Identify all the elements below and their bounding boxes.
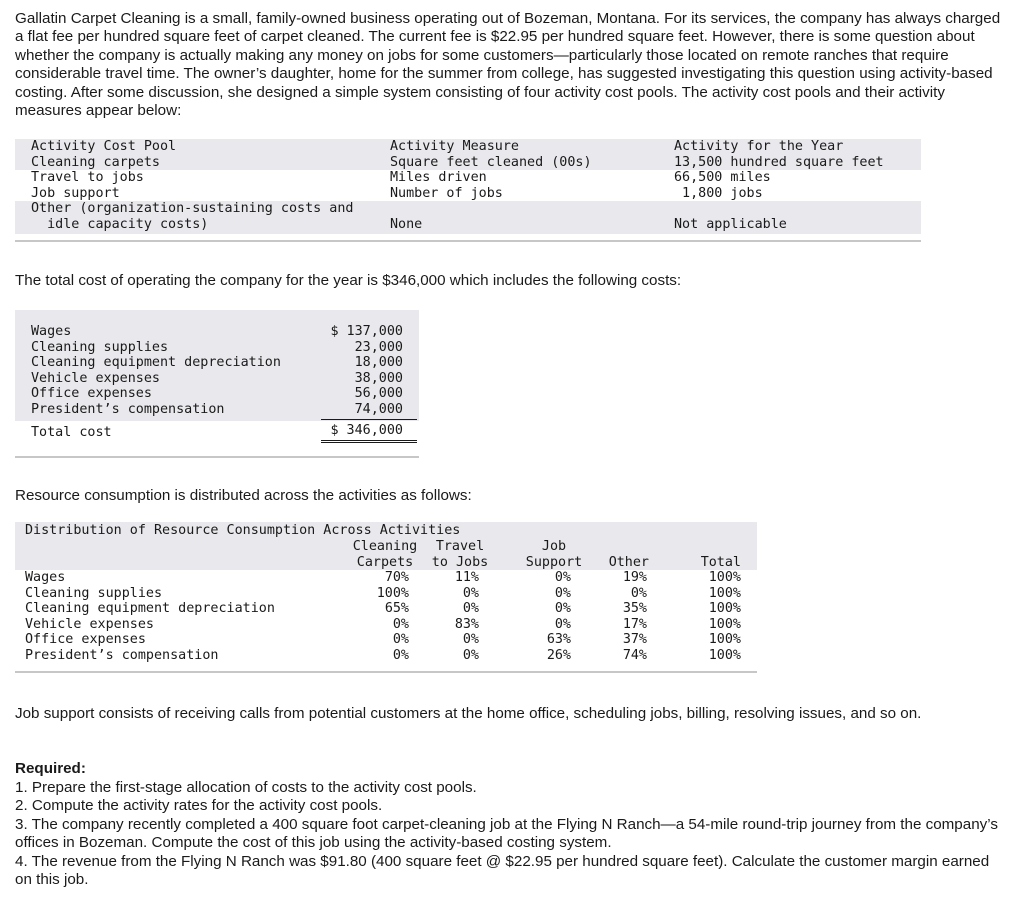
dist-row-label: Vehicle expenses xyxy=(25,616,154,632)
dist-value: 83% xyxy=(454,616,479,632)
dist-value: 100% xyxy=(708,601,741,617)
dist-value: 0% xyxy=(462,632,479,648)
dist-row-label: Cleaning supplies xyxy=(25,585,163,601)
costs-table xyxy=(15,310,419,446)
dist-value: 0% xyxy=(630,585,647,601)
dist-value: 100% xyxy=(708,616,741,632)
pool-measure: None xyxy=(390,217,423,232)
total-cost-sentence: The total cost of operating the company for the year is $346,000 which includes the following costs: xyxy=(15,272,682,289)
dist-value: 11% xyxy=(454,570,479,585)
activity-pools-table xyxy=(15,139,921,234)
dist-value: 0% xyxy=(392,648,409,663)
cost-amount: 56,000 xyxy=(354,386,403,402)
required-item-2: 2. Compute the activity rates for the activity cost pools. xyxy=(15,797,383,814)
dist-value: 0% xyxy=(554,585,571,601)
pool-measure: Number of jobs xyxy=(390,185,503,201)
dist-value: 74% xyxy=(622,648,647,663)
dist-value: 0% xyxy=(554,570,571,585)
distribution-title: Distribution of Resource Consumption Across Activities xyxy=(25,523,461,538)
dist-value: 0% xyxy=(462,585,479,601)
job-support-paragraph: Job support consists of receiving calls from potential customers at the home office, scheduling jobs, billing, resolving issues, and so on. xyxy=(15,705,922,722)
table-divider xyxy=(15,456,419,458)
table-divider xyxy=(15,671,757,673)
dist-value: 65% xyxy=(384,601,409,617)
total-label: Total cost xyxy=(31,425,112,440)
dist-value: 0% xyxy=(554,616,571,632)
col-header-activity: Activity for the Year xyxy=(674,139,844,154)
pool-name: Other (organization-sustaining costs and xyxy=(31,201,354,217)
dist-value: 19% xyxy=(622,570,647,585)
col-header-line2: Other xyxy=(608,554,649,570)
pool-activity: 66,500 miles xyxy=(674,170,771,186)
intro-paragraph: Gallatin Carpet Cleaning is a small, family-owned business operating out of Bozeman, Montana. For its services, the company has always charged a flat fee per hundred square feet of carpet cleaned. The current fee is $22.95 per hundred square feet. However, there is some question about whether the company is actually making any money on jobs for some customers—particularly those located on remote ranches that require considerable travel time. The owner’s daughter, home for the summer from college, has suggested investigating this question using activity-based costing. After some discussion, she designed a simple system consisting of four activity cost pools. The activity cost pools and their activity measures appear below: xyxy=(15,10,1001,120)
required-heading: Required: xyxy=(15,760,86,777)
table-divider xyxy=(15,240,921,242)
dist-row-label: President’s compensation xyxy=(25,648,219,663)
dist-value: 17% xyxy=(622,616,647,632)
dist-row-label: Cleaning equipment depreciation xyxy=(25,601,275,617)
dist-value: 35% xyxy=(622,601,647,617)
col-header-line2: to Jobs xyxy=(431,554,489,570)
total-amount: $ 346,000 xyxy=(330,423,403,438)
dist-row-label: Office expenses xyxy=(25,632,146,648)
col-header-line2: Support xyxy=(525,554,583,570)
dist-value: 70% xyxy=(384,570,409,585)
distribution-table xyxy=(15,522,757,678)
dist-row-label: Wages xyxy=(25,570,66,585)
dist-value: 100% xyxy=(376,585,409,601)
cost-amount: 74,000 xyxy=(354,402,403,417)
dist-value: 0% xyxy=(392,616,409,632)
col-header-measure: Activity Measure xyxy=(390,139,519,154)
dist-value: 0% xyxy=(392,632,409,648)
cost-label: Vehicle expenses xyxy=(31,370,160,386)
required-item-1: 1. Prepare the first-stage allocation of costs to the activity cost pools. xyxy=(15,779,477,796)
dist-value: 26% xyxy=(546,648,571,663)
cost-amount: $ 137,000 xyxy=(330,324,403,339)
dist-value: 37% xyxy=(622,632,647,648)
dist-value: 0% xyxy=(462,601,479,617)
pool-activity: Not applicable xyxy=(674,217,787,232)
pool-name: Cleaning carpets xyxy=(31,154,160,170)
dist-value: 100% xyxy=(708,585,741,601)
pool-name: Travel to jobs xyxy=(31,170,144,186)
pool-measure: Miles driven xyxy=(390,170,487,186)
dist-value: 100% xyxy=(708,570,741,585)
total-double-underline-bottom xyxy=(321,442,417,443)
cost-label: Cleaning supplies xyxy=(31,339,169,355)
cost-label: Office expenses xyxy=(31,386,152,402)
col-header-line1: Cleaning xyxy=(352,539,418,554)
dist-value: 0% xyxy=(554,601,571,617)
cost-label: President’s compensation xyxy=(31,402,225,417)
cost-amount: 38,000 xyxy=(354,370,403,386)
cost-label: Wages xyxy=(31,324,72,339)
dist-value: 100% xyxy=(708,632,741,648)
pool-activity: 13,500 hundred square feet xyxy=(674,154,884,170)
resource-sentence: Resource consumption is distributed across the activities as follows: xyxy=(15,487,472,504)
cost-label: Cleaning equipment depreciation xyxy=(31,355,281,371)
col-header-line2: Carpets xyxy=(356,554,414,570)
pool-measure: Square feet cleaned (00s) xyxy=(390,154,592,170)
cost-amount: 23,000 xyxy=(354,339,403,355)
dist-value: 0% xyxy=(462,648,479,663)
col-header-pool: Activity Cost Pool xyxy=(31,139,177,154)
cost-amount: 18,000 xyxy=(354,355,403,371)
required-item-4: 4. The revenue from the Flying N Ranch was $91.80 (400 square feet @ $22.95 per hundred square feet). Calculate the customer margin earned on this job. xyxy=(15,853,990,889)
required-item-3: 3. The company recently completed a 400 square foot carpet-cleaning job at the Flying N Ranch—a 54-mile round-trip journey from the company’s offices in Bozeman. Compute the cost of this job using the activity-based costing system. xyxy=(15,816,998,852)
dist-value: 63% xyxy=(546,632,571,648)
col-header-line2: Total xyxy=(700,554,741,570)
pool-name: Job support xyxy=(31,185,120,201)
subtotal-underline xyxy=(321,419,417,420)
pool-name-continued: idle capacity costs) xyxy=(31,217,209,232)
dist-value: 100% xyxy=(708,648,741,663)
pool-activity: 1,800 jobs xyxy=(674,185,763,201)
total-double-underline-top xyxy=(321,440,417,441)
col-header-line1: Job xyxy=(541,539,567,554)
col-header-line1: Travel xyxy=(435,539,485,554)
